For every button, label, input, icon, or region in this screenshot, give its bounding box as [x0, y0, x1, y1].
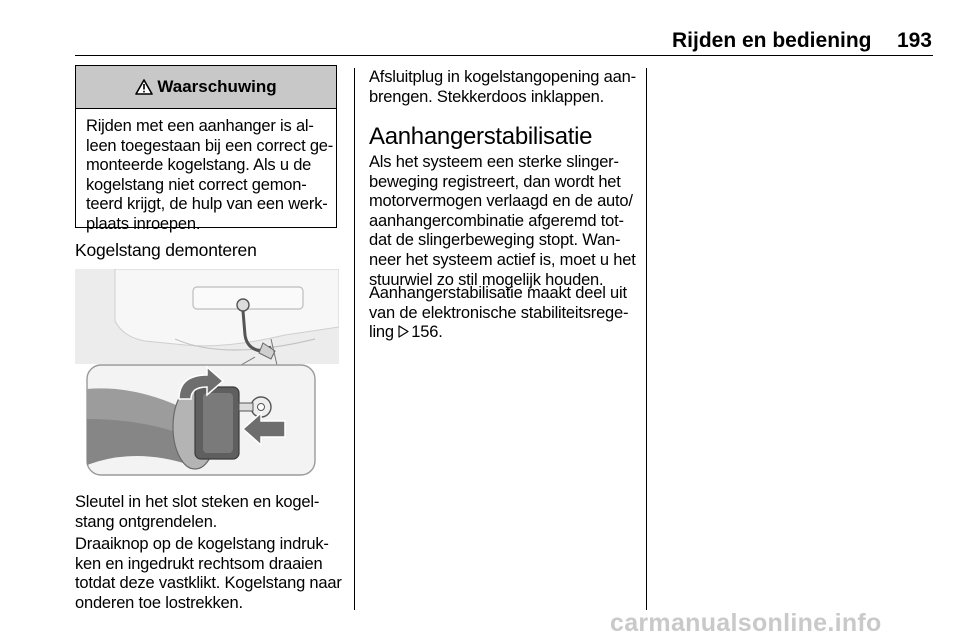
text-line: ken en ingedrukt rechtsom draaien [75, 554, 323, 573]
section-title-aanhangerstabilisatie: Aanhangerstabilisatie [369, 123, 593, 150]
text-line: stang ontgrendelen. [75, 512, 218, 531]
warning-line: kogelstang niet correct gemon- [86, 175, 307, 194]
text-line: motorvermogen verlaagd en de auto/ [369, 192, 633, 211]
text-line: Aanhangerstabilisatie maakt deel uit [369, 284, 627, 302]
warning-text [76, 109, 336, 235]
instruction-paragraph-2 [75, 535, 345, 613]
text-line: beweging registreert, dan wordt het [369, 172, 621, 191]
warning-line: Rijden met een aanhanger is al- [86, 117, 314, 135]
text-line: Als het systeem een sterke slinger- [369, 153, 619, 171]
page-reference-link[interactable]: 156. [411, 323, 443, 342]
header-rule [75, 55, 933, 56]
page-header-title: Rijden en bediening [672, 29, 872, 52]
text-line: dat de slingerbeweging stopt. Wan- [369, 231, 621, 250]
warning-header [76, 66, 336, 109]
text-line: neer het systeem actief is, moet u het [369, 250, 636, 269]
text-line: Sleutel in het slot steken en kogel- [75, 493, 320, 511]
warning-box [75, 65, 337, 233]
warning-triangle-icon [135, 79, 153, 95]
column-divider [354, 68, 355, 610]
stabilisation-paragraph-2 [369, 284, 644, 343]
stabilisation-paragraph-1 [369, 153, 644, 290]
text-line: Draaiknop op de kogelstang indruk- [75, 535, 329, 553]
tow-bar-removal-illustration [75, 269, 339, 479]
instruction-paragraph-1 [75, 493, 345, 532]
text-line-with-reference [369, 323, 644, 343]
page-number: 193 [896, 29, 932, 52]
text-line: brengen. Stekkerdoos inklappen. [369, 87, 605, 106]
text-fragment: ling [369, 323, 394, 342]
warning-line: teerd krijgt, de hulp van een werk- [86, 195, 328, 214]
intro-paragraph [369, 68, 639, 107]
column-divider-right [646, 68, 647, 610]
warning-line: plaats inroepen. [86, 214, 201, 233]
warning-line: leen toegestaan bij een correct ge- [86, 136, 334, 155]
text-line: van de elektronische stabiliteitsrege- [369, 303, 629, 322]
text-line: totdat deze vastklikt. Kogelstang naar [75, 574, 342, 593]
warning-line: monteerde kogelstang. Als u de [86, 156, 312, 175]
watermark: carmanualsonline.info [610, 609, 882, 637]
subheading-kogelstang-demonteren: Kogelstang demonteren [75, 240, 257, 260]
page-reference-arrow-icon [398, 325, 409, 338]
text-line: stuurwiel zo stil mogelijk houden. [369, 270, 604, 289]
warning-title: Waarschuwing [157, 77, 277, 96]
text-line: onderen toe lostrekken. [75, 593, 243, 612]
text-line: Afsluitplug in kogelstangopening aan- [369, 68, 636, 86]
text-line: aanhangercombinatie afgeremd tot- [369, 211, 624, 230]
